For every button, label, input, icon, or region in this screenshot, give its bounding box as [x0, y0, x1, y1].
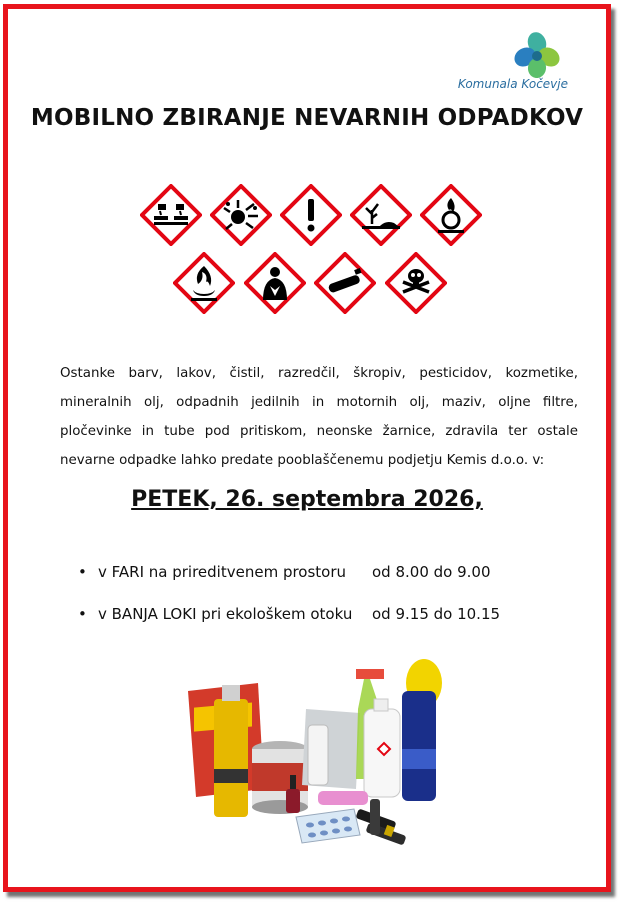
corrosive-icon [140, 184, 202, 246]
location-item [78, 605, 501, 623]
health-hazard-icon [244, 252, 306, 314]
location-place: v FARI na prireditvenem prostoru [98, 563, 347, 581]
company-logo [438, 31, 568, 95]
logo-text: Komunala Kočevje [457, 77, 568, 91]
collection-date: PETEK, 26. septembra 2026, [131, 487, 483, 512]
page-title: MOBILNO ZBIRANJE NEVARNIH ODPADKOV [30, 105, 584, 131]
location-time: od 8.00 do 9.00 [372, 563, 491, 581]
flammable-icon [173, 252, 235, 314]
oxidizer-icon [420, 184, 482, 246]
body-text: Ostanke barv, lakov, čistil, razredčil, škropiv, pesticidov, kozmetike, mineralnih olj, odpadnih jedilnih in motornih olj, maziv, oljne filtre, pločevinke in tube pod pritiskom, neonske žarnice, zdravila ter ostale nevarne odpadke lahko predate pooblaščenemu podjetju Kemis d.o.o. v: [60, 366, 578, 468]
bullet-icon: • [78, 605, 87, 623]
location-item [78, 563, 491, 581]
poster-frame [3, 4, 611, 892]
hazardous-products-photo [178, 639, 448, 857]
explosive-icon [210, 184, 272, 246]
location-time: od 9.15 do 10.15 [372, 605, 501, 623]
gas-cylinder-icon [314, 252, 376, 314]
exclamation-icon [280, 184, 342, 246]
flower-logo-icon [510, 31, 564, 79]
skull-crossbones-icon [385, 252, 447, 314]
bullet-icon: • [78, 563, 87, 581]
environment-icon [350, 184, 412, 246]
location-place: v BANJA LOKI pri ekološkem otoku [98, 605, 353, 623]
